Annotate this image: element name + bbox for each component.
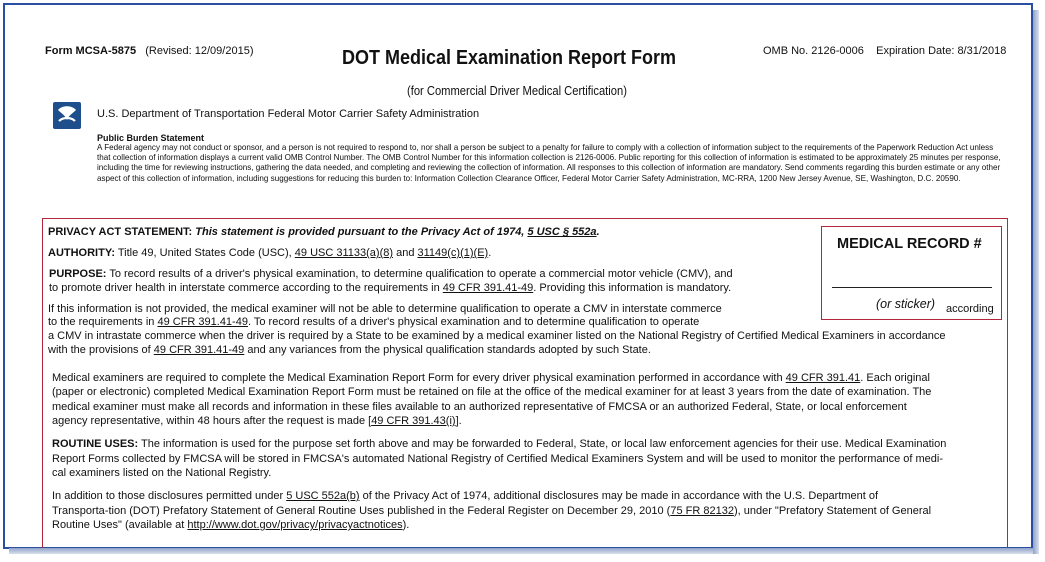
additional-line-1: In addition to those disclosures permitted under 5 USC 552a(b) of the Privacy Act of 1974, additional disclosures may be made in accordance with the U.S. Department of xyxy=(52,490,879,502)
page-subtitle: (for Commercial Driver Medical Certification) xyxy=(407,83,627,98)
medical-record-sticker: (or sticker) xyxy=(876,297,936,311)
burden-heading: Public Burden Statement xyxy=(97,133,205,143)
examiner-line-3: medical examiner must make all records and information in these files available to an authorized representative of FMCSA or an authorized Federal, State, or local enforcement xyxy=(52,401,907,413)
page-title: DOT Medical Examination Report Form xyxy=(342,47,677,69)
frame-shadow-right xyxy=(1033,10,1039,554)
form-id: Form MCSA-5875 (Revised: 12/09/2015) xyxy=(45,45,254,57)
additional-ref-link[interactable]: 5 USC 552a(b) xyxy=(286,490,360,502)
frame-shadow xyxy=(9,548,1037,554)
not-provided-line-3: a CMV in intrastate commerce when the driver is required by a State to be examined by a medical examiner listed on the National Registry of Certified Medical Examiners in accordance xyxy=(48,330,946,342)
omb-info: OMB No. 2126-0006 Expiration Date: 8/31/2018 xyxy=(763,45,1007,57)
privacy-statement: PRIVACY ACT STATEMENT: This statement is provided pursuant to the Privacy Act of 1974, 5 USC § 552a. xyxy=(48,226,600,238)
additional-line-3: Routine Uses" (available at http://www.dot.gov/privacy/privacyactnotices). xyxy=(52,519,410,531)
examiner-line-2: (paper or electronic) completed Medical Examination Report Form must be retained on file at the office of the medical examiner for at least 3 years from the date of examination. The xyxy=(52,386,932,398)
examiner-ref2-link[interactable]: 49 CFR 391.43(i) xyxy=(371,415,456,427)
burden-body: A Federal agency may not conduct or sponsor, and a person is not required to respond to, nor shall a person be subject to a penalty for failure to comply with a collection of information subject to the requirements of the Paperwork Reduction Act unless that collection of information displays a current valid OMB Control Number. The OMB Control Number for this information collection is 2126-0006. Public reporting for this collection of information is estimated to be approximately 25 minutes per response, including the time for reviewing instructions, gathering the data needed, and completing and reviewing the collection of information. All responses to this collection of information are mandatory. Send comments regarding this burden estimate or any other aspect of this collection of information, including suggestions for reducing this burden to: Information Collection Clearance Officer, Federal Motor Carrier Safety Administration, MC-RRA, 1200 New Jersey Avenue, SE, Washington, D.C. 20590. xyxy=(97,143,1001,183)
routine-uses-line-1: ROUTINE USES: The information is used for the purpose set forth above and may be forwarded to Federal, State, or local law enforcement agencies for their use. Medical Examination xyxy=(52,438,947,450)
authority-ref2-link[interactable]: 31149(c)(1)(E) xyxy=(417,247,489,259)
examiner-ref-link[interactable]: 49 CFR 391.41 xyxy=(785,372,861,384)
authority-line: AUTHORITY: Title 49, United States Code (USC), 49 USC 31133(a)(8) and 31149(c)(1)(E). xyxy=(48,247,492,259)
notprov-ref-link[interactable]: 49 CFR 391.41-49 xyxy=(157,316,248,328)
dot-logo-icon xyxy=(53,102,81,129)
agency-name: U.S. Department of Transportation Federal Motor Carrier Safety Administration xyxy=(97,108,480,120)
not-provided-line-4: with the provisions of 49 CFR 391.41-49 and any variances from the physical qualification standards adopted by such State. xyxy=(48,344,651,356)
routine-uses-line-3: cal examiners listed on the National Registry. xyxy=(52,467,272,479)
not-provided-line-1: If this information is not provided, the medical examiner will not be able to determine qualification to operate a CMV in interstate commerce xyxy=(48,303,722,315)
medical-record-box xyxy=(821,226,1002,320)
purpose-ref-link[interactable]: 49 CFR 391.41-49 xyxy=(442,282,534,294)
federal-register-link[interactable]: 75 FR 82132 xyxy=(670,505,734,517)
privacy-notices-link[interactable]: http://www.dot.gov/privacy/privacyactnotices xyxy=(187,519,403,531)
examiner-line-4: agency representative, within 48 hours after the request is made [49 CFR 391.43(i)]. xyxy=(52,415,462,427)
examiner-line-1: Medical examiners are required to complete the Medical Examination Report Form for every driver physical examination performed in accordance with 49 CFR 391.41. Each original xyxy=(52,372,930,384)
additional-line-2: Transporta-tion (DOT) Prefatory Statement of General Routine Uses published in the Federal Register on December 29, 2010 (75 FR 82132), under "Prefatory Statement of General xyxy=(52,505,932,517)
medical-record-title: MEDICAL RECORD # xyxy=(837,236,982,252)
routine-uses-line-2: Report Forms collected by FMCSA will be stored in FMCSA's automated National Registry of Certified Medical Examiners System and will be used to monitor the performance of medi- xyxy=(52,453,944,465)
purpose-line-2: to promote driver health in interstate commerce according to the requirements in 49 CFR 391.41-49. Providing this information is mandatory. xyxy=(49,282,732,294)
medical-record-line xyxy=(832,287,992,288)
purpose-line-1: PURPOSE: To record results of a driver's physical examination, to determine qualification to operate a commercial motor vehicle (CMV), and xyxy=(49,268,733,280)
notprov-ref2-link[interactable]: 49 CFR 391.41-49 xyxy=(153,344,245,356)
medical-record-according: according xyxy=(946,303,994,315)
not-provided-line-2: to the requirements in 49 CFR 391.41-49. To record results of a driver's physical examination and to determine qualification to operate xyxy=(48,316,700,328)
authority-ref-link[interactable]: 49 USC 31133(a)(8) xyxy=(294,247,394,259)
